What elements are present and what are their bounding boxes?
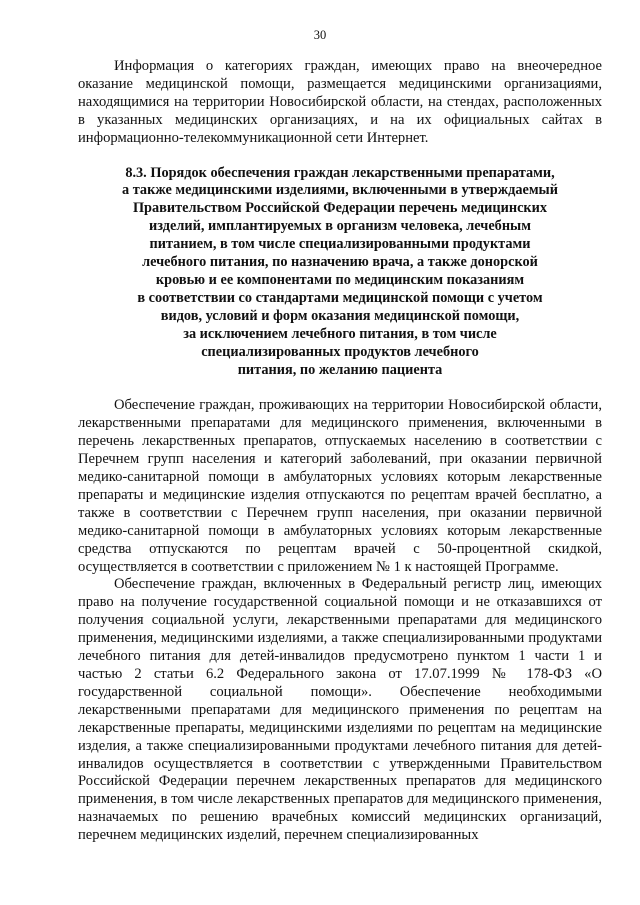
page-number: 30 xyxy=(313,28,327,42)
heading-line: в соответствии со стандартами медицинской помощи с учетом xyxy=(137,289,543,306)
body-paragraph: Обеспечение граждан, включенных в Федеральный регистр лиц, имеющих право на получение государственной социальной помощи и не отказавшихся от получения социальной услуги, лекарственными препаратами для медицинского применения, медицинскими изделиями, а также специализированными продуктами лечебного питания для детей-инвалидов предусмотрено пунктом 1 части 1 и частью 2 статьи 6.2 Федерального закона от 17.07.1999 № 178-ФЗ «О государственной социальной помощи». Обеспечение необходимыми лекарственными препаратами для медицинского применения по рецептам на лекарственные препараты, медицинскими изделиями по рецептам на медицинские изделия, а также специализированными продуктами лечебного питания для детей-инвалидов осуществляется в соответствии с утвержденными Правительством Российской Федерации перечнем лекарственных препаратов для медицинского применения, в том числе лекарственных препаратов для медицинского применения, назначаемых по решению врачебных комиссий медицинских организаций, перечнем медицинских изделий, перечнем специализированных xyxy=(78,576,602,844)
heading-line: лечебного питания, по назначению врача, а также донорской xyxy=(142,254,538,271)
heading-line: питания, по желанию пациента xyxy=(237,361,443,378)
page-content xyxy=(78,58,602,845)
heading-line: специализированных продуктов лечебного xyxy=(201,343,479,360)
heading-line: 8.3. Порядок обеспечения граждан лекарственными препаратами, xyxy=(125,164,555,181)
body-paragraph: Обеспечение граждан, проживающих на территории Новосибирской области, лекарственными препаратами для медицинского применения, включенными в перечень лекарственных препаратов, отпускаемых населению в соответствии с Перечнем групп населения и категорий заболеваний, при оказании первичной медико-санитарной помощи в амбулаторных условиях которым лекарственные препараты и медицинские изделия отпускаются по рецептам врачей бесплатно, а также в соответствии с Перечнем групп населения, при оказании первичной медико-санитарной помощи в амбулаторных условиях которым лекарственные средства отпускаются по рецептам врачей с 50-процентной скидкой, осуществляется в соответствии с приложением № 1 к настоящей Программе. xyxy=(78,397,602,575)
intro-paragraph: Информация о категориях граждан, имеющих право на внеочередное оказание медицинской помощи, размещается медицинскими организациями, находящимися на территории Новосибирской области, на стендах, расположенных в указанных медицинских организациях, и на их официальных сайтах в информационно-телекоммуникационной сети Интернет. xyxy=(78,58,602,146)
section-heading xyxy=(78,165,602,380)
heading-line: изделий, имплантируемых в организм человека, лечебным xyxy=(149,218,531,235)
heading-line: кровью и ее компонентами по медицинским показаниям xyxy=(155,271,525,288)
heading-line: за исключением лечебного питания, в том числе xyxy=(183,325,497,342)
heading-line: видов, условий и форм оказания медицинской помощи, xyxy=(160,307,520,324)
heading-line: Правительством Российской Федерации перечень медицинских xyxy=(132,200,548,217)
heading-line: а также медицинскими изделиями, включенными в утверждаемый xyxy=(122,182,558,199)
heading-line: питанием, в том числе специализированными продуктами xyxy=(149,236,531,253)
